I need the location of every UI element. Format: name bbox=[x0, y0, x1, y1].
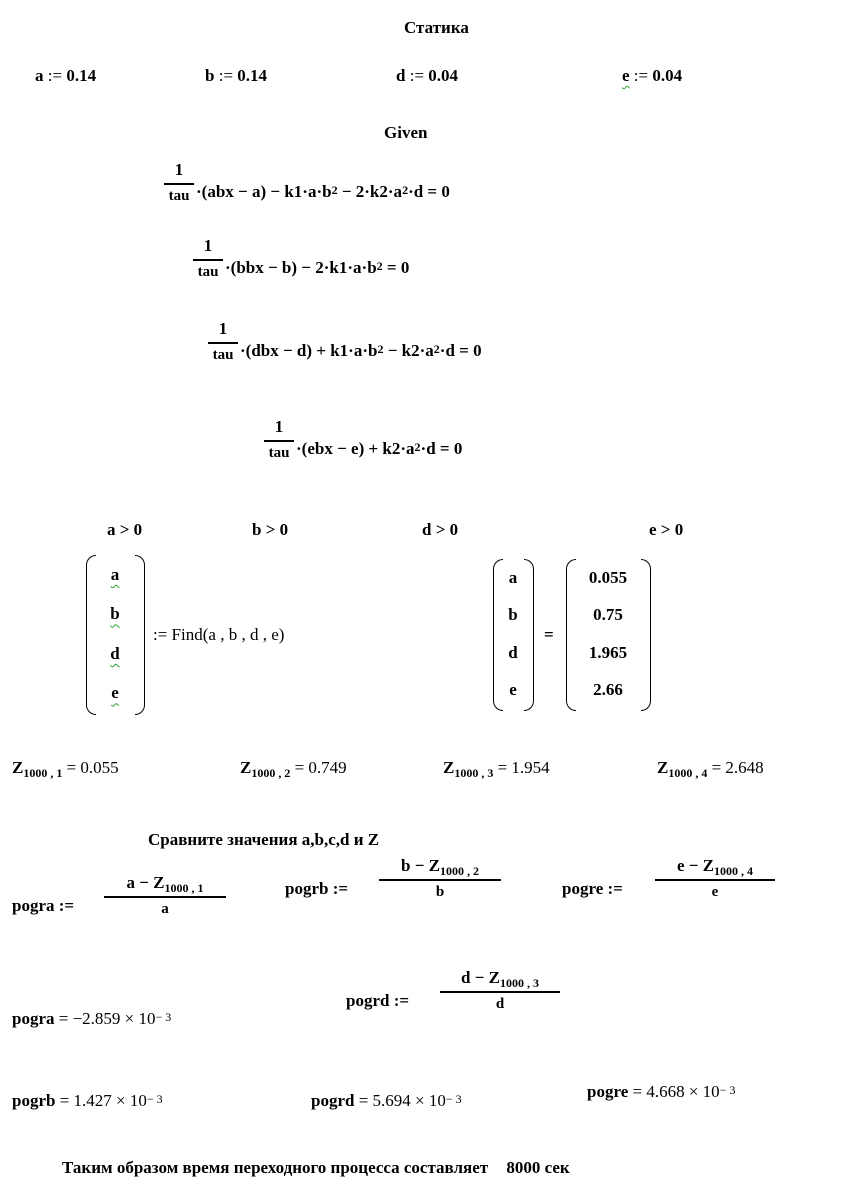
eq2-fraction bbox=[193, 236, 223, 281]
result-values bbox=[575, 559, 641, 709]
eq4-expression: $\cdot(ebx - e) + k2\cdot a^2\cdot d = 0$ bbox=[296, 439, 463, 458]
init-e-op: := bbox=[629, 66, 653, 85]
result-var-a: a bbox=[508, 567, 518, 587]
def-pogrd-fraction: $d - Z_{1000 , 3}$ d bbox=[440, 968, 560, 1013]
init-a[interactable] bbox=[35, 67, 96, 84]
init-b-val: 0.14 bbox=[237, 66, 268, 85]
eq1-numerator: 1 bbox=[174, 160, 184, 179]
find-var-d: d bbox=[110, 643, 120, 663]
eq1-fraction bbox=[164, 160, 194, 205]
def-pogrb-fraction: $b - Z_{1000 , 2}$ b bbox=[379, 856, 501, 901]
constraint-b[interactable]: b > 0 bbox=[252, 520, 289, 539]
result-var-b: b bbox=[508, 605, 518, 625]
compare-heading: Сравните значения a,b,c,d и Z bbox=[148, 830, 380, 849]
eq3-denominator: tau bbox=[212, 346, 234, 363]
def-pogra-fraction: $a - Z_{1000 , 1}$ a bbox=[104, 873, 226, 918]
init-d-op: := bbox=[405, 66, 429, 85]
find-var-a: a bbox=[110, 564, 120, 584]
init-a-var: a bbox=[35, 66, 44, 85]
conclusion-value: 8000 сек bbox=[506, 1158, 570, 1177]
result-var-d: d bbox=[508, 642, 518, 662]
init-e-val: 0.04 bbox=[652, 66, 683, 85]
res-pogrb[interactable]: pogrb = $1.427 \times 10^{- 3}$ bbox=[12, 1091, 163, 1110]
eq3-expression: $\cdot(dbx - d) + k1\cdot a\cdot b^2 - k2\cdot a^2\cdot d = 0$ bbox=[240, 341, 482, 360]
given-label: Given bbox=[384, 123, 428, 142]
init-d-var: d bbox=[396, 66, 406, 85]
eq3-fraction bbox=[208, 319, 238, 364]
constraint-a[interactable]: a > 0 bbox=[107, 520, 143, 539]
def-pogrd-name: pogrd := bbox=[346, 991, 410, 1010]
result-vars bbox=[502, 559, 524, 709]
def-pogre-name: pogre := bbox=[562, 879, 623, 898]
def-pogrb-name: pogrb := bbox=[285, 879, 349, 898]
def-pogra-name: pogra := bbox=[12, 896, 75, 915]
eq3-numerator: 1 bbox=[218, 319, 228, 338]
conclusion bbox=[62, 1159, 570, 1176]
z-value-2[interactable]: $Z_{1000 , 2} = 0.749$ bbox=[240, 758, 347, 780]
res-pogre[interactable]: pogre = $4.668 \times 10^{- 3}$ bbox=[587, 1082, 736, 1101]
init-e[interactable] bbox=[622, 67, 682, 84]
constraint-e[interactable]: e > 0 bbox=[649, 520, 684, 539]
init-b-op: := bbox=[214, 66, 238, 85]
init-b[interactable] bbox=[205, 67, 267, 84]
result-value-a: 0.055 bbox=[588, 567, 628, 587]
result-value-b: 0.75 bbox=[593, 605, 623, 625]
find-var-b: b bbox=[110, 604, 120, 624]
find-vars bbox=[95, 555, 135, 713]
eq1-expression: $\cdot(abx - a) - k1\cdot a\cdot b^2 - 2\cdot k2\cdot a^2\cdot d = 0$ bbox=[196, 182, 450, 201]
eq2-numerator: 1 bbox=[203, 236, 213, 255]
constraint-d[interactable]: d > 0 bbox=[422, 520, 459, 539]
eq2-denominator: tau bbox=[197, 263, 219, 280]
result-value-d: 1.965 bbox=[588, 642, 628, 662]
eq4-denominator: tau bbox=[268, 444, 290, 461]
init-d[interactable] bbox=[396, 67, 458, 84]
eq2-expression: $\cdot(bbx - b) - 2\cdot k1\cdot a\cdot b^2 = 0$ bbox=[225, 258, 410, 277]
init-a-op: := bbox=[43, 66, 67, 85]
eq4-fraction bbox=[264, 417, 294, 462]
def-pogre-fraction: $e - Z_{1000 , 4}$ e bbox=[655, 856, 775, 901]
init-b-var: b bbox=[205, 66, 215, 85]
result-eq: = bbox=[544, 625, 554, 644]
eq1-denominator: tau bbox=[168, 187, 190, 204]
find-var-e: e bbox=[111, 683, 119, 703]
conclusion-text: Таким образом время переходного процесса составляет bbox=[62, 1158, 489, 1177]
init-e-var: e bbox=[622, 66, 630, 85]
res-pogrd[interactable]: pogrd = $5.694 \times 10^{- 3}$ bbox=[311, 1091, 462, 1110]
page-title: Статика bbox=[404, 18, 469, 37]
result-var-e: e bbox=[509, 680, 517, 700]
z-value-1[interactable]: $Z_{1000 , 1} = 0.055$ bbox=[12, 758, 119, 780]
z-value-4[interactable]: $Z_{1000 , 4} = 2.648$ bbox=[657, 758, 764, 780]
res-pogra[interactable]: pogra = $-2.859 \times 10^{- 3}$ bbox=[12, 1009, 172, 1028]
z-value-3[interactable]: $Z_{1000 , 3} = 1.954$ bbox=[443, 758, 550, 780]
init-a-val: 0.14 bbox=[66, 66, 97, 85]
init-d-val: 0.04 bbox=[428, 66, 459, 85]
result-value-e: 2.66 bbox=[593, 680, 623, 700]
eq4-numerator: 1 bbox=[274, 417, 284, 436]
find-call: := Find(a , b , d , e) bbox=[153, 625, 285, 644]
